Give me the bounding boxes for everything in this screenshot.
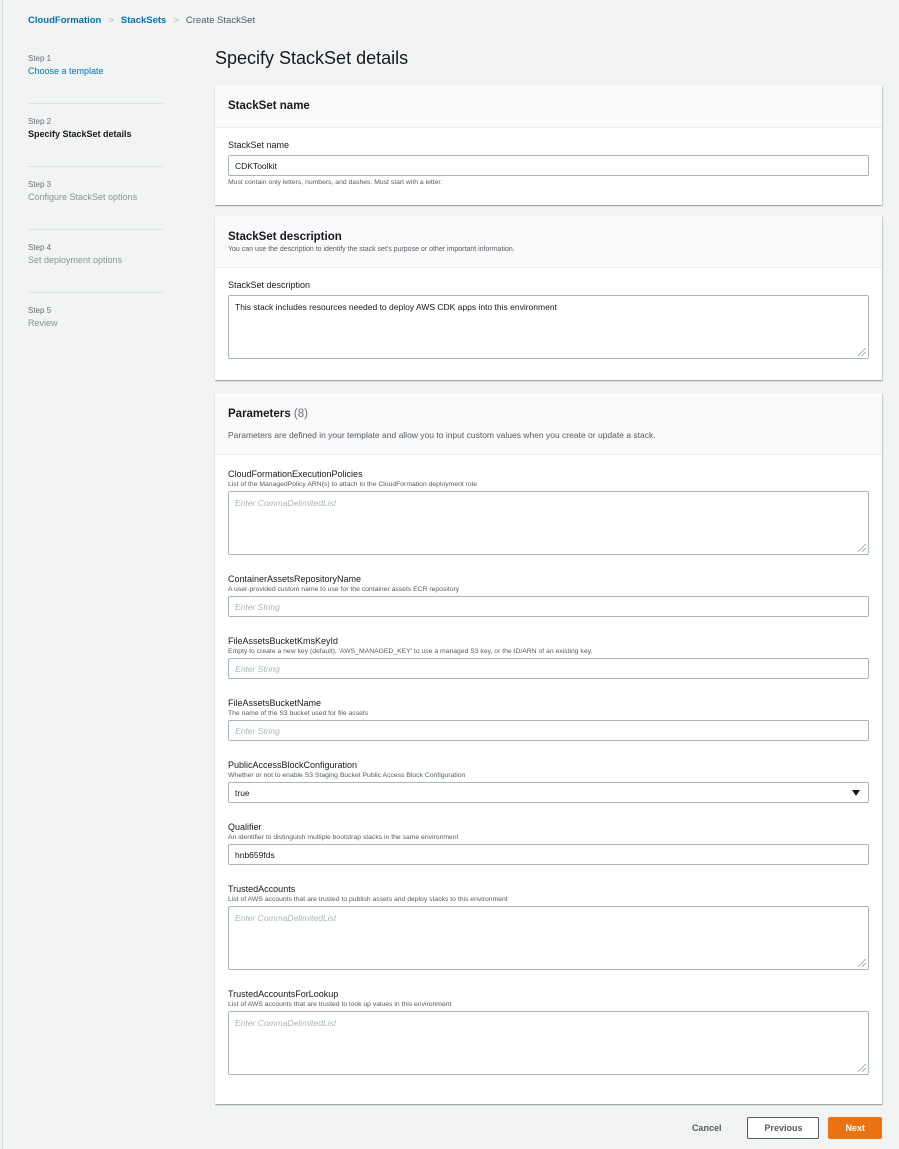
param-trusted-accounts-for-lookup [228, 989, 869, 1075]
step-4 [28, 243, 163, 293]
step-title: Set deployment options [28, 255, 123, 265]
field-hint: An identifier to distinguish multiple bootstrap stacks in the same environment [228, 834, 459, 841]
breadcrumb [28, 15, 255, 26]
field-label: FileAssetsBucketKmsKeyId [228, 636, 339, 646]
chevron-right-icon: > [108, 15, 114, 26]
text-input[interactable]: Enter String [228, 720, 869, 741]
param-container-assets-repository-name [228, 574, 869, 617]
placeholder: Enter CommaDelimitedList [235, 498, 337, 508]
next-button[interactable]: Next [828, 1117, 882, 1139]
selected-value: true [235, 787, 250, 798]
step-1[interactable] [28, 54, 163, 104]
panel-description: Parameters are defined in your template and allow you to input custom values when you create or update a stack. [228, 430, 656, 440]
step-title: Configure StackSet options [28, 192, 138, 202]
field-hint: List of AWS accounts that are trusted to look up values in this environment [228, 1001, 452, 1008]
text-input[interactable]: hnb659fds [228, 844, 869, 865]
field-label: TrustedAccountsForLookup [228, 989, 339, 999]
param-cloudformation-execution-policies [228, 469, 869, 555]
caret-down-icon [852, 790, 860, 796]
step-number: Step 4 [28, 243, 52, 252]
panel-title: StackSet name [228, 100, 310, 112]
panel-title: StackSet description [228, 231, 342, 243]
field-hint: The name of the S3 bucket used for file assets [228, 710, 369, 717]
text-input[interactable]: Enter String [228, 596, 869, 617]
field-label: Qualifier [228, 822, 262, 832]
panel-title: Parameters [228, 408, 291, 420]
step-title[interactable]: Choose a template [28, 66, 104, 76]
resize-handle-icon[interactable] [858, 1064, 866, 1072]
param-file-assets-bucket-name [228, 698, 869, 741]
field-hint: Must contain only letters, numbers, and dashes. Must start with a letter. [228, 179, 443, 186]
step-title: Review [28, 318, 58, 328]
field-label: PublicAccessBlockConfiguration [228, 760, 358, 770]
textarea-input[interactable] [228, 491, 869, 555]
parameters-panel [215, 393, 882, 1104]
step-number: Step 3 [28, 180, 52, 189]
step-number: Step 5 [28, 306, 52, 315]
field-label: FileAssetsBucketName [228, 698, 322, 708]
step-3 [28, 180, 163, 230]
stackset-name-input[interactable]: CDKToolkit [228, 155, 869, 176]
wizard-steps [28, 54, 163, 369]
chevron-right-icon: > [173, 15, 179, 26]
text-input[interactable]: Enter String [228, 658, 869, 679]
page-title: Specify StackSet details [215, 48, 409, 68]
field-hint: List of AWS accounts that are trusted to publish assets and deploy stacks to this environment [228, 896, 508, 903]
field-label: StackSet description [228, 280, 311, 290]
stackset-description-panel [215, 216, 882, 380]
field-hint: Whether or not to enable S3 Staging Bucket Public Access Block Configuration [228, 772, 466, 779]
step-5 [28, 306, 163, 356]
placeholder: Enter CommaDelimitedList [235, 1018, 337, 1028]
breadcrumb-current: Create StackSet [185, 15, 256, 26]
page-frame [2, 0, 3, 1149]
textarea-input[interactable] [228, 906, 869, 970]
field-label: ContainerAssetsRepositoryName [228, 574, 362, 584]
panel-subtitle: You can use the description to identify the stack set's purpose or other important information. [228, 246, 515, 253]
placeholder: Enter CommaDelimitedList [235, 913, 337, 923]
step-number: Step 1 [28, 54, 52, 63]
param-qualifier [228, 822, 869, 865]
resize-handle-icon[interactable] [858, 544, 866, 552]
field-hint: A user-provided custom name to use for the container assets ECR repository [228, 586, 460, 593]
step-title: Specify StackSet details [28, 129, 132, 139]
select-dropdown[interactable] [228, 782, 869, 803]
stackset-name-panel [215, 85, 882, 205]
field-hint: List of the ManagedPolicy ARN(s) to attach to the CloudFormation deployment role [228, 481, 477, 488]
textarea-value: This stack includes resources needed to deploy AWS CDK apps into this environment [235, 302, 557, 312]
cancel-button[interactable]: Cancel [691, 1123, 722, 1133]
textarea-input[interactable] [228, 1011, 869, 1075]
field-label: StackSet name [228, 140, 290, 150]
parameter-count: (8) [293, 408, 308, 420]
resize-handle-icon[interactable] [858, 959, 866, 967]
stackset-description-textarea[interactable] [228, 295, 869, 359]
field-hint: Empty to create a new key (default), 'AWS_MANAGED_KEY' to use a managed S3 key, or the ID/ARN of an existing key. [228, 648, 593, 655]
breadcrumb-stacksets[interactable]: StackSets [120, 15, 167, 26]
breadcrumb-cloudformation[interactable]: CloudFormation [28, 15, 102, 26]
resize-handle-icon[interactable] [858, 348, 866, 356]
param-public-access-block-configuration [228, 760, 869, 803]
param-trusted-accounts [228, 884, 869, 970]
field-label: TrustedAccounts [228, 884, 296, 894]
field-label: CloudFormationExecutionPolicies [228, 469, 363, 479]
step-number: Step 2 [28, 117, 52, 126]
wizard-actions [675, 1117, 882, 1139]
previous-button[interactable]: Previous [747, 1117, 819, 1139]
step-2 [28, 117, 163, 167]
param-file-assets-bucket-kms-key-id [228, 636, 869, 679]
